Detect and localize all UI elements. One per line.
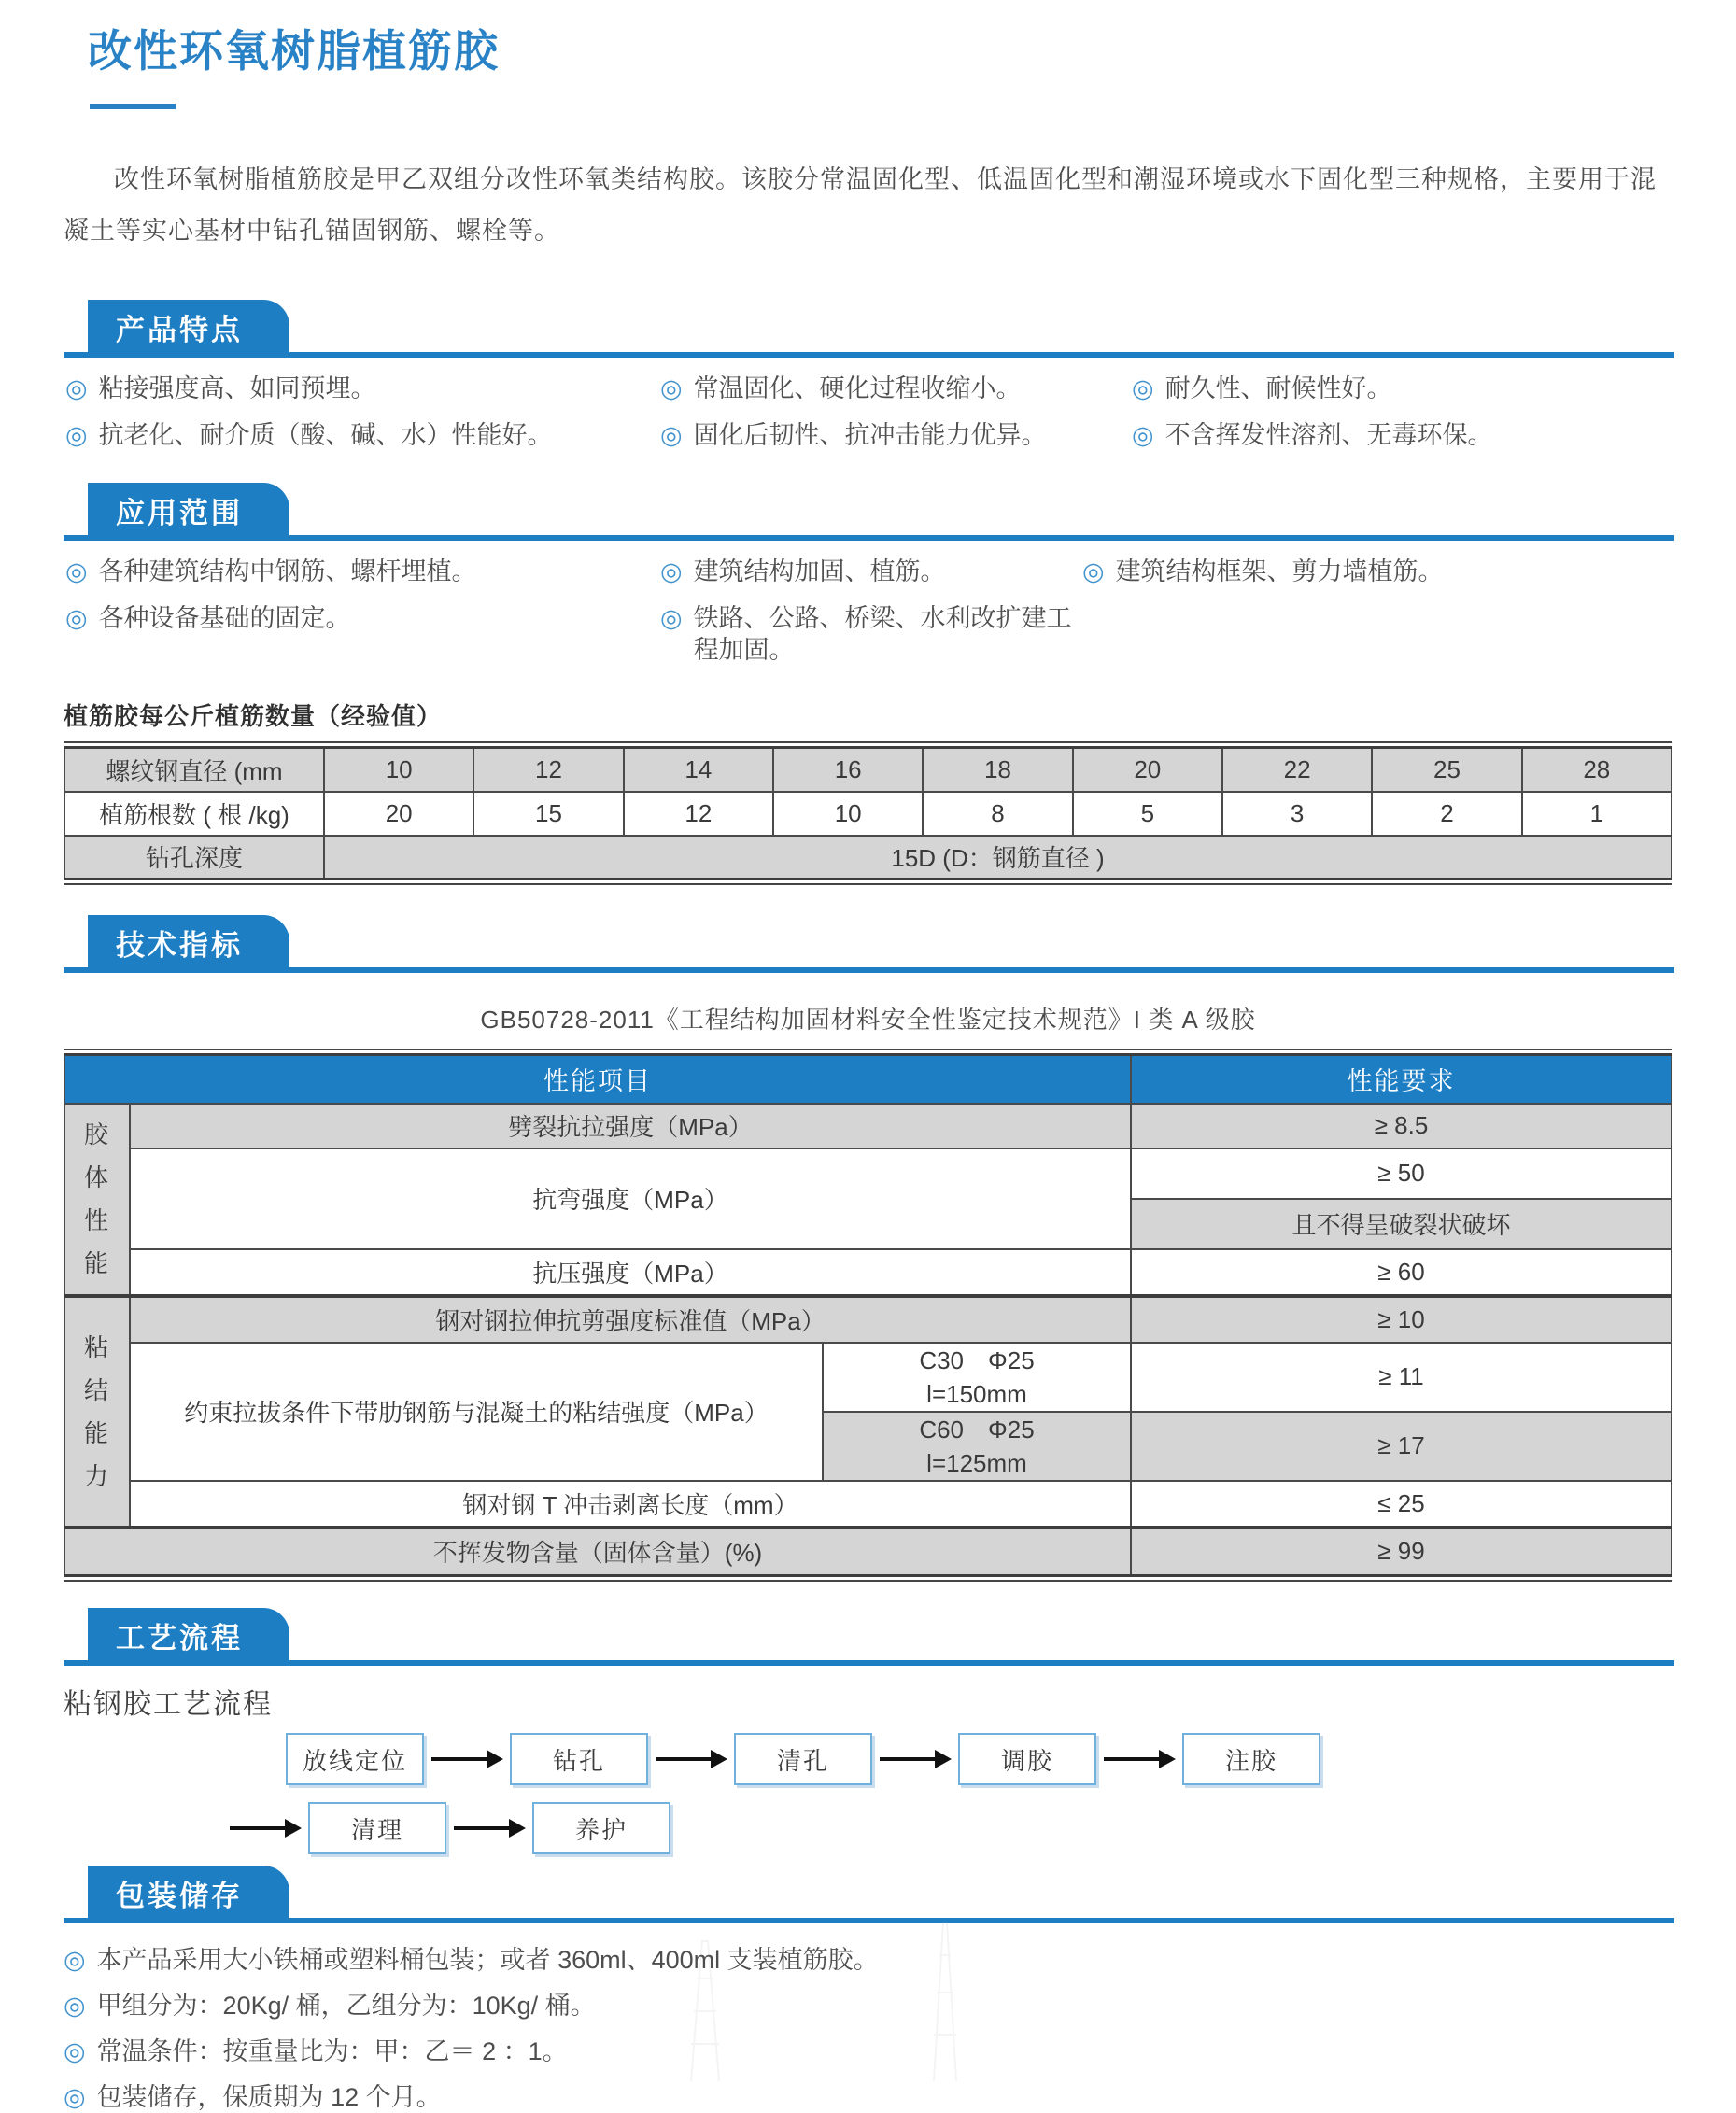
section-header-applications [64, 481, 1672, 541]
cell: 20 [324, 792, 473, 836]
list-item [65, 419, 660, 451]
flow-step-box: 清孔 [734, 1733, 872, 1785]
cell: 12 [624, 792, 773, 836]
condition-cell [823, 1343, 1131, 1412]
circle-bullet-icon: ◎ [1132, 421, 1154, 449]
list-item [64, 1944, 1672, 1976]
circle-bullet-icon: ◎ [64, 1946, 86, 1974]
section-header-process [64, 1606, 1672, 1666]
application-text: 建筑结构加固、植筋。 [693, 557, 946, 585]
section-title-features: 产品特点 [116, 313, 243, 346]
document-page [0, 17, 1736, 2111]
requirement-value: ≤ 25 [1131, 1481, 1672, 1528]
rebar-table-caption: 植筋胶每公斤植筋数量（经验值） [64, 702, 443, 730]
section-title-tech: 技术指标 [116, 928, 243, 962]
flow-step-box: 调胶 [958, 1733, 1096, 1785]
list-item [64, 1990, 1672, 2021]
section-tab-tech [88, 915, 271, 969]
circle-bullet-icon: ◎ [1132, 374, 1154, 402]
table-row [64, 1481, 1672, 1528]
section-rule [64, 1660, 1674, 1666]
table-header-row [64, 1055, 1672, 1104]
requirement-value: ≥ 99 [1131, 1528, 1672, 1576]
requirement-value: ≥ 11 [1131, 1343, 1672, 1412]
feature-text: 固化后韧性、抗冲击能力优异。 [693, 421, 1047, 449]
process-flow-row-2 [230, 1802, 1672, 1854]
list-item [660, 419, 1132, 451]
condition-line: C60 Φ25 [919, 1415, 1035, 1444]
cell: 14 [624, 748, 773, 792]
title-underline [90, 104, 176, 109]
column-header: 性能项目 [64, 1055, 1131, 1104]
section-tab-storage [88, 1866, 271, 1920]
cell: 12 [473, 748, 623, 792]
circle-bullet-icon: ◎ [64, 2083, 86, 2111]
requirement-value: ≥ 17 [1131, 1412, 1672, 1481]
cell: 10 [773, 792, 923, 836]
application-text: 各种设备基础的固定。 [98, 604, 351, 632]
cell: 16 [773, 748, 923, 792]
list-item [1132, 419, 1672, 451]
cell: 22 [1222, 748, 1372, 792]
condition-line: l=150mm [926, 1379, 1027, 1408]
circle-bullet-icon: ◎ [64, 1992, 86, 2020]
property-label: 劈裂抗拉强度（MPa） [130, 1104, 1131, 1148]
circle-bullet-icon: ◎ [65, 604, 88, 632]
section-rule [64, 535, 1674, 541]
table-row [64, 1528, 1672, 1576]
feature-text: 不含挥发性溶剂、无毒环保。 [1164, 421, 1493, 449]
property-label: 抗压强度（MPa） [130, 1249, 1131, 1296]
list-item [1082, 556, 1672, 587]
tech-table [64, 1049, 1672, 1582]
table-row [64, 748, 1672, 792]
process-subtitle: 粘钢胶工艺流程 [64, 1689, 273, 1720]
flow-arrow-icon [880, 1757, 936, 1761]
requirement-value: ≥ 60 [1131, 1249, 1672, 1296]
cell: 8 [923, 792, 1072, 836]
cell: 1 [1522, 792, 1672, 836]
list-item [660, 556, 1082, 587]
application-text: 建筑结构框架、剪力墙植筋。 [1115, 557, 1444, 585]
rebar-table [64, 741, 1672, 885]
cell: 10 [324, 748, 473, 792]
intro-paragraph: 改性环氧树脂植筋胶是甲乙双组分改性环氧类结构胶。该胶分常温固化型、低温固化型和潮湿环境或水下固化型三种规格，主要用于混凝土等实心基材中钻孔锚固钢筋、螺栓等。 [64, 165, 1657, 245]
property-label: 约束拉拔条件下带肋钢筋与混凝土的粘结强度（MPa） [130, 1343, 823, 1481]
cell: 15 [473, 792, 623, 836]
table-row [64, 836, 1672, 880]
property-label: 抗弯强度（MPa） [130, 1148, 1131, 1249]
row-label: 螺纹钢直径 (mm [64, 748, 324, 792]
storage-list [64, 1944, 1672, 2113]
section-title-applications: 应用范围 [116, 496, 243, 529]
table-row [64, 1249, 1672, 1296]
table-row [64, 1104, 1672, 1148]
condition-line: C30 Φ25 [919, 1345, 1035, 1374]
flow-step-box: 养护 [532, 1802, 670, 1854]
list-item [660, 602, 1082, 666]
process-flow-row-1 [286, 1733, 1672, 1785]
cell: 5 [1073, 792, 1222, 836]
feature-text: 粘接强度高、如同预埋。 [98, 374, 376, 402]
cell: 3 [1222, 792, 1372, 836]
section-rule [64, 967, 1674, 973]
group-label: 粘结能力 [64, 1296, 130, 1528]
section-tab-features [88, 300, 271, 354]
list-item [65, 373, 660, 404]
section-header-tech [64, 913, 1672, 973]
circle-bullet-icon: ◎ [65, 374, 88, 402]
cell: 25 [1372, 748, 1521, 792]
tech-standard-caption: GB50728-2011《工程结构加固材料安全性鉴定技术规范》I 类 A 级胶 [480, 1006, 1256, 1034]
property-label: 钢对钢拉伸抗剪强度标准值（MPa） [130, 1296, 1131, 1343]
section-tab-process [88, 1608, 271, 1662]
table-row [64, 1343, 1672, 1412]
column-header: 性能要求 [1131, 1055, 1672, 1104]
list-item [1132, 373, 1672, 404]
cell: 20 [1073, 748, 1222, 792]
features-list [65, 373, 1672, 451]
cell: 2 [1372, 792, 1521, 836]
flow-step-box: 钻孔 [510, 1733, 648, 1785]
row-label: 植筋根数 ( 根 /kg) [64, 792, 324, 836]
flow-arrow-icon [656, 1757, 712, 1761]
property-label: 不挥发物含量（固体含量）(%) [64, 1528, 1131, 1576]
circle-bullet-icon: ◎ [660, 604, 683, 632]
table-row [64, 792, 1672, 836]
circle-bullet-icon: ◎ [65, 557, 88, 585]
flow-arrow-icon [454, 1826, 510, 1830]
requirement-value: ≥ 10 [1131, 1296, 1672, 1343]
list-item [65, 602, 660, 666]
section-header-features [64, 298, 1672, 358]
flow-step-box: 放线定位 [286, 1733, 424, 1785]
requirement-value: 且不得呈破裂状破坏 [1131, 1199, 1672, 1249]
feature-text: 耐久性、耐候性好。 [1164, 374, 1392, 402]
circle-bullet-icon: ◎ [660, 374, 683, 402]
list-item [660, 373, 1132, 404]
storage-text: 常温条件：按重量比为：甲：乙＝ 2 ：1。 [96, 2037, 568, 2065]
flow-step-box: 清理 [308, 1802, 446, 1854]
flow-arrow-icon [431, 1757, 487, 1761]
property-label: 钢对钢 T 冲击剥离长度（mm） [130, 1481, 1131, 1528]
section-rule [64, 1918, 1674, 1923]
storage-text: 包装储存，保质期为 12 个月。 [96, 2083, 442, 2111]
storage-text: 甲组分为：20Kg/ 桶，乙组分为：10Kg/ 桶。 [96, 1992, 596, 2020]
circle-bullet-icon: ◎ [660, 557, 683, 585]
cell: 15D (D：钢筋直径 ) [324, 836, 1672, 880]
cell: 18 [923, 748, 1072, 792]
application-text: 铁路、公路、桥梁、水利改扩建工程加固。 [693, 604, 1072, 664]
list-item [64, 2081, 1672, 2113]
flow-step-box: 注胶 [1182, 1733, 1320, 1785]
section-title-storage: 包装储存 [116, 1879, 243, 1912]
group-label: 胶体性能 [64, 1104, 130, 1296]
requirement-value: ≥ 50 [1131, 1148, 1672, 1199]
row-label: 钻孔深度 [64, 836, 324, 880]
circle-bullet-icon: ◎ [660, 421, 683, 449]
condition-cell [823, 1412, 1131, 1481]
section-rule [64, 352, 1674, 358]
flow-arrow-icon [1104, 1757, 1160, 1761]
section-tab-applications [88, 483, 271, 537]
table-row [64, 1148, 1672, 1199]
page-title: 改性环氧树脂植筋胶 [88, 26, 500, 76]
applications-list [65, 556, 1672, 666]
feature-text: 抗老化、耐介质（酸、碱、水）性能好。 [98, 421, 553, 449]
section-header-storage [64, 1864, 1672, 1923]
flow-arrow-icon [230, 1826, 286, 1830]
table-row [64, 1296, 1672, 1343]
circle-bullet-icon: ◎ [1082, 557, 1105, 585]
list-item [65, 556, 660, 587]
feature-text: 常温固化、硬化过程收缩小。 [693, 374, 1022, 402]
section-title-process: 工艺流程 [116, 1621, 243, 1655]
circle-bullet-icon: ◎ [64, 2037, 86, 2065]
storage-text: 本产品采用大小铁桶或塑料桶包装；或者 360ml、400ml 支装植筋胶。 [96, 1946, 879, 1974]
circle-bullet-icon: ◎ [65, 421, 88, 449]
application-text: 各种建筑结构中钢筋、螺杆埋植。 [98, 557, 477, 585]
list-item [64, 2036, 1672, 2067]
cell: 28 [1522, 748, 1672, 792]
condition-line: l=125mm [926, 1448, 1027, 1477]
requirement-value: ≥ 8.5 [1131, 1104, 1672, 1148]
